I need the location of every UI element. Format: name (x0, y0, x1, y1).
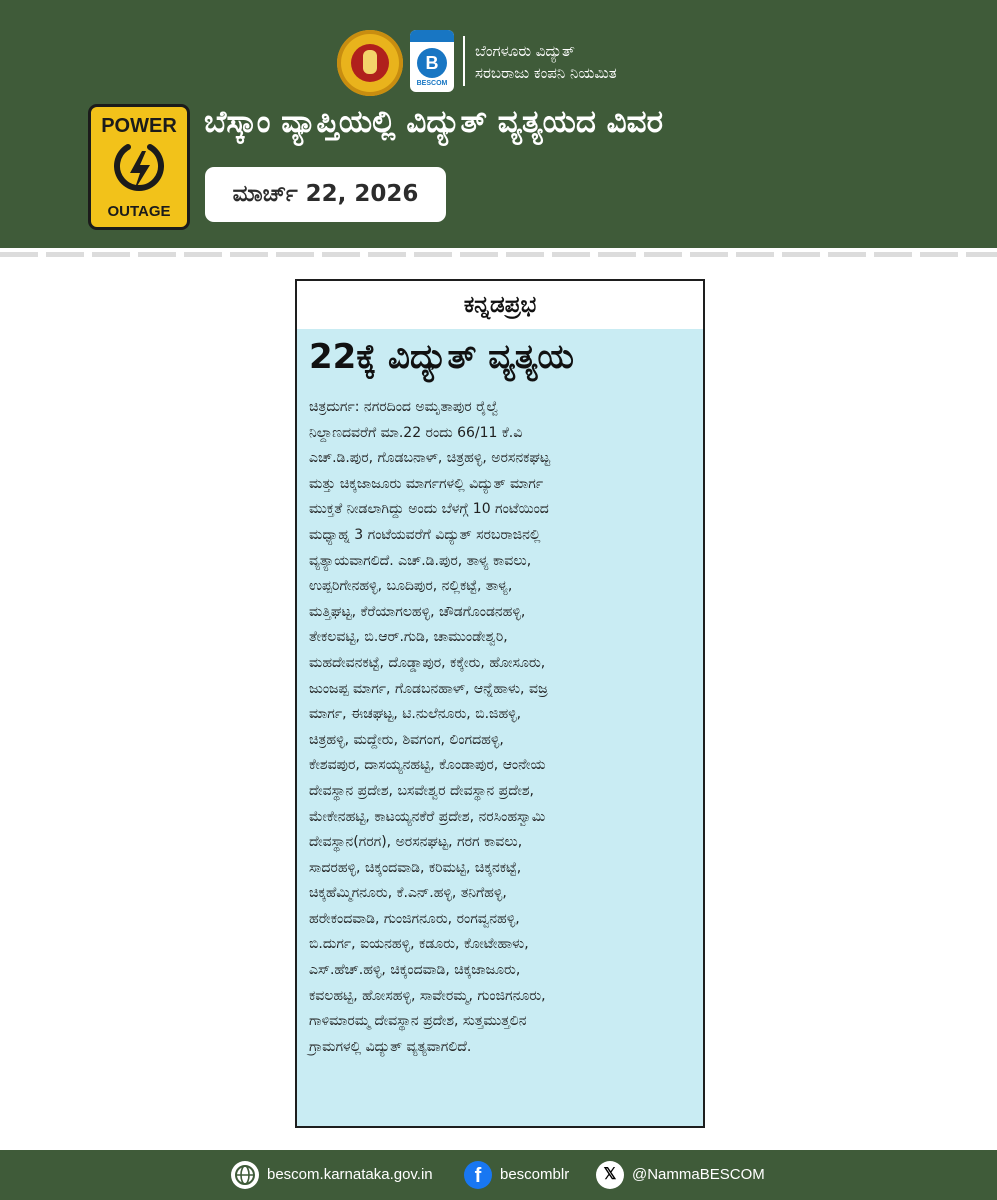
footer-bar (0, 1150, 997, 1200)
dashed-divider (0, 252, 997, 257)
bescom-logo-bar (410, 30, 454, 42)
bescom-logo (410, 30, 454, 92)
company-name-line-1: ಬೆಂಗಳೂರು ವಿದ್ಯುತ್ (475, 42, 575, 60)
facebook-text: bescomblr (500, 1166, 570, 1183)
badge-top-text: POWER (101, 115, 177, 137)
newspaper-clipping (295, 279, 705, 1128)
facebook-link[interactable] (464, 1161, 569, 1189)
facebook-icon: f (464, 1161, 492, 1189)
header-banner (0, 0, 997, 248)
globe-icon (231, 1161, 259, 1189)
x-link[interactable] (596, 1161, 765, 1189)
page-title: ಬೆಸ್ಕಾಂ ವ್ಯಾಪ್ತಿಯಲ್ಲಿ ವಿದ್ಯುತ್ ವ್ಯತ್ಯಯದ ವಿವರ (204, 104, 663, 140)
newspaper-masthead: ಕನ್ನಡಪ್ರಭ (297, 281, 703, 329)
karnataka-emblem-icon (337, 30, 403, 96)
power-outage-badge (88, 104, 190, 230)
clipping-text: ಚಿತ್ರದುರ್ಗ: ನಗರದಿಂದ ಅಮೃತಾಪುರ ರೈಲ್ವೆ ನಿಲ್ದಾಣದವರೆಗೆ ಮಾ.22 ರಂದು 66/11 ಕೆ.ವಿ ಎಚ್.ಡಿ.ಪುರ, ಗೊಡಬನಾಳ್, ಚಿತ್ರಹಳ್ಳಿ, ಅರಸನಕಘಟ್ಟ ಮತ್ತು ಚಿಕ್ಕಜಾಜೂರು ಮಾರ್ಗಗಳಲ್ಲಿ ವಿದ್ಯುತ್ ಮಾರ್ಗ ಮುಕ್ತತೆ ನೀಡಲಾಗಿದ್ದು ಅಂದು ಬೆಳಗ್ಗೆ 10 ಗಂಟೆಯಿಂದ ಮಧ್ಯಾಹ್ನ 3 ಗಂಟೆಯವರೆಗೆ ವಿದ್ಯುತ್ ಸರಬರಾಜಿನಲ್ಲಿ ವ್ಯತ್ಯಾಯವಾಗಲಿದೆ. ಎಚ್.ಡಿ.ಪುರ, ತಾಳ್ಯ ಕಾವಲು, ಉಪ್ಪರಿಗೇನಹಳ್ಳಿ, ಬೂದಿಪುರ, ನಲ್ಲಿಕಟ್ಟೆ, ತಾಳ್ಯ, ಮತ್ತಿಘಟ್ಟ, ಕೆರೆಯಾಗಲಹಳ್ಳಿ, ಚೌಡಗೊಂಡನಹಳ್ಳಿ, ತೇಕಲವಟ್ಟಿ, ಬಿ.ಆರ್.ಗುಡಿ, ಚಾಮುಂಡೇಶ್ವರಿ, ಮಹದೇವನಕಟ್ಟೆ, ದೊಡ್ಡಾಪುರ, ಕಕ್ಕೇರು, ಹೋಸೂರು, ಜುಂಜಪ್ಪ ಮಾರ್ಗ, ಗೊಡಬನಹಾಳ್, ಆನ್ನೆಹಾಳು, ವಜ್ರ ಮಾರ್ಗ, ಈಚಘಟ್ಟ, ಟಿ.ನುಲೆನೂರು, ಬಿ.ಜಿಹಳ್ಳಿ, ಚಿತ್ರಹಳ್ಳಿ, ಮದ್ದೇರು, ಶಿವಗಂಗ, ಲಿಂಗದಹಳ್ಳಿ, ಕೇಶವಪುರ, ದಾಸಯ್ಯನಹಟ್ಟಿ, ಕೊಂಡಾಪುರ, ಆಂನೇಯ ದೇವಸ್ಥಾನ ಪ್ರದೇಶ, ಬಸವೇಶ್ವರ ದೇವಸ್ಥಾನ ಪ್ರದೇಶ, ಮೇಕೇನಹಟ್ಟಿ, ಕಾಟಯ್ಯನಕೆರೆ ಪ್ರದೇಶ, ನರಸಿಂಹಸ್ವಾಮಿ ದೇವಸ್ಥಾನ(ಗರಗ), ಅರಸನಘಟ್ಟ, ಗರಗ ಕಾವಲು, ಸಾದರಹಳ್ಳಿ, ಚಿಕ್ಕಂದವಾಡಿ, ಕರಿಮಟ್ಟಿ, ಚಿಕ್ಕನಕಟ್ಟೆ, ಚಿಕ್ಕಹೆಮ್ಮಿಗನೂರು, ಕೆ.ಎನ್.ಹಳ್ಳಿ, ತನಿಗೆಹಳ್ಳಿ, ಹರೇಕಂದವಾಡಿ, ಗುಂಜಿಗನೂರು, ರಂಗವ್ವನಹಳ್ಳಿ, ಬಿ.ದುರ್ಗ, ಐಯನಹಳ್ಳಿ, ಕಡೂರು, ಕೋಟೇಹಾಳು, ಎಸ್.ಹೆಚ್.ಹಳ್ಳಿ, ಚಿಕ್ಕಂದವಾಡಿ, ಚಿಕ್ಕಜಾಜೂರು, ಕವಲಹಟ್ಟಿ, ಹೋಸಹಳ್ಳಿ, ಸಾವೇರಮ್ಮ, ಗುಂಜಿಗನೂರು, ಗಾಳಿಮಾರಮ್ಮ ದೇವಸ್ಥಾನ ಪ್ರದೇಶ, ಸುತ್ತಮುತ್ತಲಿನ ಗ್ರಾಮಗಳಲ್ಲಿ ವಿದ್ಯುತ್ ವ್ಯತ್ಯವಾಗಲಿದೆ. (309, 399, 551, 1055)
x-icon: 𝕏 (596, 1161, 624, 1189)
emblem-crest-icon (363, 50, 377, 74)
lightning-bolt-icon (114, 141, 164, 199)
date-pill: ಮಾರ್ಚ್ 22, 2026 (205, 167, 446, 222)
website-text: bescom.karnataka.gov.in (267, 1166, 433, 1183)
bescom-logo-letter: B (425, 53, 439, 73)
website-link[interactable] (231, 1161, 433, 1189)
logo-divider (463, 36, 465, 86)
x-text: @NammaBESCOM (632, 1166, 765, 1183)
globe-icon-svg (231, 1161, 259, 1189)
bescom-logo-name: BESCOM (416, 80, 448, 87)
badge-bottom-text: OUTAGE (107, 203, 171, 220)
company-name-line-2: ಸರಬರಾಜು ಕಂಪನಿ ನಿಯಮಿತ (475, 64, 617, 82)
clipping-body (297, 329, 703, 1126)
clipping-headline: 22ಕ್ಕೆ ವಿದ್ಯುತ್ ವ್ಯತ್ಯಯ (309, 337, 574, 377)
